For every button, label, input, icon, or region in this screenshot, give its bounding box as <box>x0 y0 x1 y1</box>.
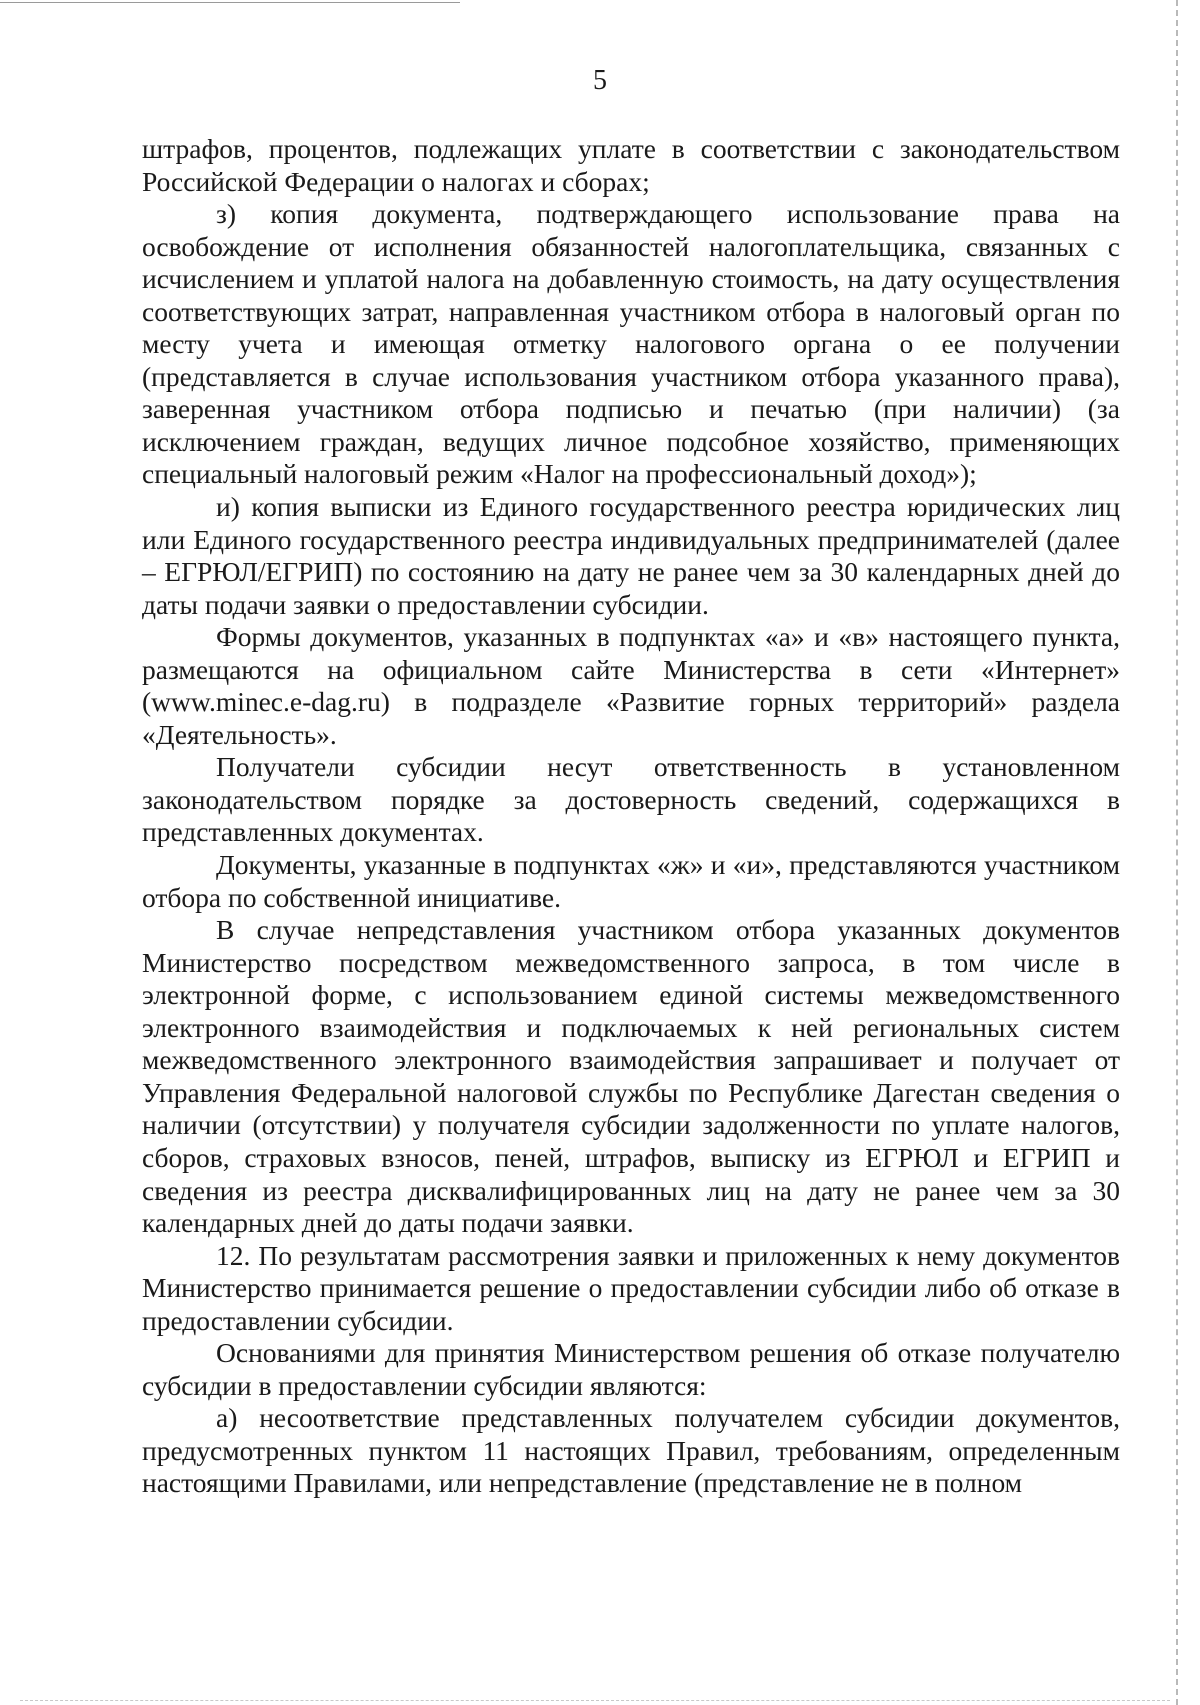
paragraph: з) копия документа, подтверждающего использование права на освобождение от исполнения обязанностей налогоплательщика, связанных с исчислением и уплатой налога на добавленную стоимость, на дату осуществления соответствующих затрат, направленная участником отбора в налоговый орган по месту учета и имеющая отметку налогового органа о ее получении (представляется в случае использования участником отбора указанного права), заверенная участником отбора подписью и печатью (при наличии) (за исключением граждан, ведущих личное подсобное хозяйство, применяющих специальный налоговый режим «Налог на профессиональный доход»); <box>142 198 1120 490</box>
paragraph: 12. По результатам рассмотрения заявки и приложенных к нему документов Министерство принимается решение о предоставлении субсидии либо об отказе в предоставлении субсидии. <box>142 1239 1120 1336</box>
scan-edge-top <box>0 2 460 3</box>
paragraph: Формы документов, указанных в подпунктах «а» и «в» настоящего пункта, размещаются на официальном сайте Министерства в сети «Интернет» (www.minec.e-dag.ru) в подразделе «Развитие горных территорий» раздела «Деятельность». <box>142 621 1120 750</box>
paragraph: Получатели субсидии несут ответственность в установленном законодательством порядке за достоверность сведений, содержащихся в представленных документах. <box>142 751 1120 848</box>
paragraph: а) несоответствие представленных получателем субсидии документов, предусмотренных пунктом 11 настоящих Правил, требованиям, определенным настоящими Правилами, или непредставление (представление не в полном <box>142 1402 1120 1499</box>
paragraph: штрафов, процентов, подлежащих уплате в соответствии с законодательством Российской Федерации о налогах и сборах; <box>142 133 1120 197</box>
page-number: 5 <box>593 65 607 96</box>
scan-edge-bottom <box>20 1700 1170 1701</box>
scan-edge-right <box>1176 0 1178 1705</box>
paragraph: В случае непредставления участником отбора указанных документов Министерство посредством межведомственного запроса, в том числе в электронной форме, с использованием единой системы межведомственного электронного взаимодействия и подключаемых к ней региональных систем межведомственного электронного взаимодействия запрашивает и получает от Управления Федеральной налоговой службы по Республике Дагестан сведения о наличии (отсутствии) у получателя субсидии задолженности по уплате налогов, сборов, страховых взносов, пеней, штрафов, выписку из ЕГРЮЛ и ЕГРИП и сведения из реестра дисквалифицированных лиц на дату не ранее чем за 30 календарных дней до даты подачи заявки. <box>142 914 1120 1239</box>
paragraph: и) копия выписки из Единого государственного реестра юридических лиц или Единого государственного реестра индивидуальных предпринимателей (далее – ЕГРЮЛ/ЕГРИП) по состоянию на дату не ранее чем за 30 календарных дней до даты подачи заявки о предоставлении субсидии. <box>142 491 1120 620</box>
document-body <box>142 133 1120 1500</box>
paragraph: Документы, указанные в подпунктах «ж» и «и», представляются участником отбора по собственной инициативе. <box>142 849 1120 913</box>
paragraph: Основаниями для принятия Министерством решения об отказе получателю субсидии в предоставлении субсидии являются: <box>142 1337 1120 1401</box>
